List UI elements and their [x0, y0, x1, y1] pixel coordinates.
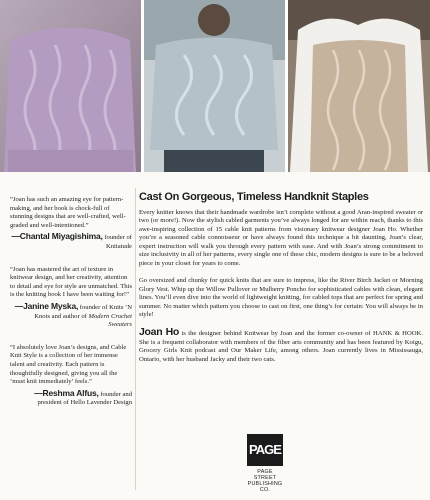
publisher-name-line: PUBLISHING CO.: [247, 481, 283, 493]
testimonial: [10, 344, 132, 408]
testimonial: [10, 266, 132, 330]
cover-photo-strip: [0, 0, 430, 172]
testimonial-role: founder of Knits ’N Knots and author of: [34, 303, 132, 320]
testimonial-quote: “Joan has mastered the art of texture in knitwear design, and her creativity, attention to detail and eye for style are unmatched. This is the knitting book I have been waiting for!”: [10, 265, 133, 299]
blue-sweater-photo: [144, 0, 285, 172]
description-paragraph: Every knitter knows that their handmade wardrobe isn’t complete without a good Aran-inspired sweater or two (or more!). Now the stylish cabled garments you’ve always longed for are within reach, thanks to this awe-inspiring collection of 15 cable knit patterns from visionary knitwear designer Joan Ho. Whether you’re a seasoned cable connoisseur or have always found this technique a bit daunting, Joan’s clear, expert instruction will walk you through every pattern with ease. And with Joan’s strong commitment to size inclusivity in all of her patterns, every single one of these chic, modern designs is sure to be a beloved piece in your closet for years to come.: [139, 209, 423, 267]
testimonial-attribution: [10, 302, 132, 330]
beige-vest-image: [288, 0, 430, 172]
column-divider: [135, 188, 136, 490]
publisher-name: [247, 469, 283, 493]
testimonial-role: founder of Knitatude: [104, 234, 132, 250]
testimonial: [10, 196, 132, 252]
publisher-name-line: PAGE STREET: [253, 469, 277, 481]
testimonial-author: —Janine Myska,: [14, 300, 79, 311]
testimonials-column: [10, 196, 132, 422]
description-paragraph: Go oversized and chunky for quick knits that are sure to impress, like the River Birch Jacket or Morning Glory Vest. Whip up the Willow Pullover or Mulberry Poncho for sophisticated cables with clean, elegant lines. You’ll even dive into the world of lightweight knitting, for cabled tops that are perfect for spring and summer. No matter which pattern you choose to cast on first, one thing’s for certain: You will always be in style!: [139, 277, 423, 318]
testimonial-role: founder and president of Hello Lavender Design: [37, 390, 132, 407]
headline: Cast On Gorgeous, Timeless Handknit Staples: [139, 191, 369, 203]
publisher-logo: PAGE: [247, 434, 283, 466]
testimonial-attribution: [10, 389, 132, 408]
testimonial-author: —Reshma Alfus,: [34, 387, 99, 398]
description-column: [139, 191, 423, 364]
beige-vest-photo: [288, 0, 430, 172]
author-name: Joan Ho: [139, 326, 180, 339]
author-bio-text: is the designer behind Knitwear by Joan and the former co-owner of HANK & HOOK. She is a frequent collaborator with members of the fiber arts community and has been featured by Koigu, Grocery Girls Knit podcast and Our Maker Life, among others. Joan currently lives in Mississauga, Ontario, with her husband Jacky and their two cats.: [139, 330, 423, 363]
testimonial-quote: “Joan has such an amazing eye for pattern-making, and her book is chock-full of stunning designs that are well-crafted, well-graded and well-intentioned.”: [10, 196, 126, 229]
author-bio: [139, 328, 423, 364]
purple-sweater-photo: [0, 0, 141, 172]
testimonial-attribution: [10, 232, 132, 251]
publisher-mark: [247, 434, 283, 493]
testimonial-book-title: Modern Crochet Sweaters: [88, 312, 132, 329]
blue-sweater-image: [144, 0, 285, 172]
testimonial-quote: “I absolutely love Joan’s designs, and Cable Knit Style is a collection of her immense talent and creativity. Each pattern is thoughtfully designed, giving you all the ‘must knit immediately’ feels.”: [10, 343, 127, 386]
testimonial-author: —Chantal Miyagishima,: [11, 231, 103, 242]
purple-sweater-image: [0, 0, 141, 172]
